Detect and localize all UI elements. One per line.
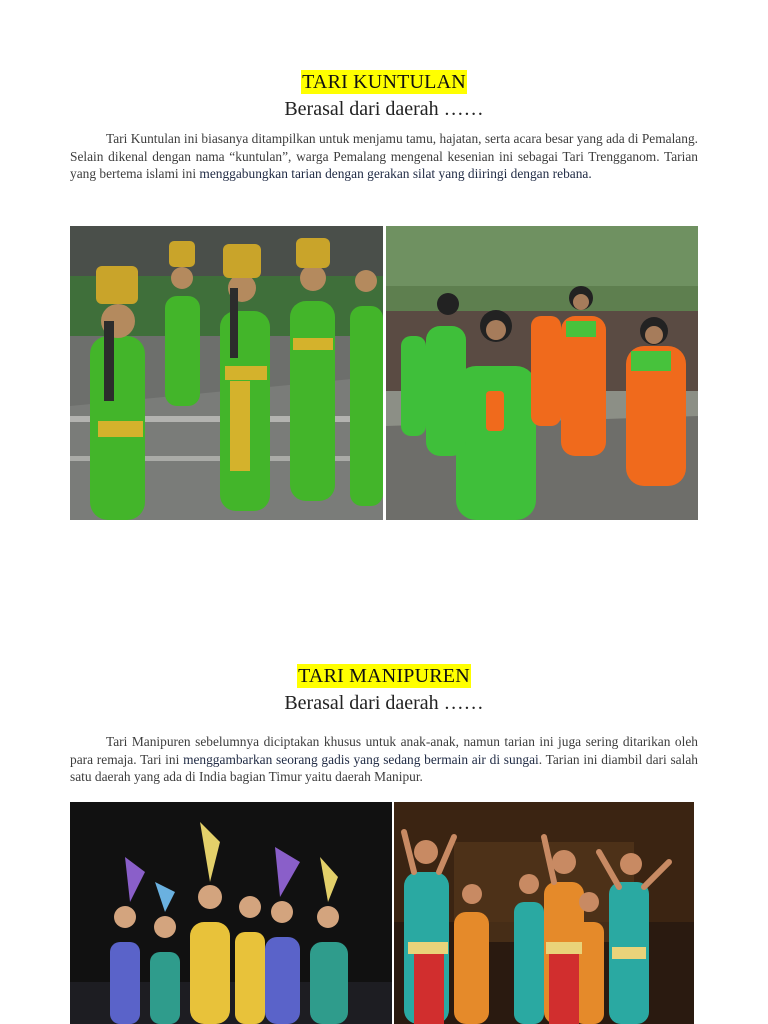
section-paragraph [70,733,698,786]
section-title: TARI MANIPUREN [298,665,470,687]
paragraph-text: Tari Kuntulan ini biasanya ditampilkan untuk menjamu tamu, hajatan, serta acara besar yang ada di Pemalang. Selain dikenal dengan nama “kuntulan”, warga Pemalang mengenal kesenian ini sebagai Tari Trengganom. Tarian yang bertema islami ini [70,131,698,181]
photo-kuntulan-women [386,226,698,520]
paragraph-text-emphasis: menggambarkan seorang gadis yang sedang bermain air di sungai [183,751,539,767]
section-kuntulan [0,70,768,122]
section-title: TARI KUNTULAN [302,71,466,93]
paragraph-text-tail: . Tarian ini diambil dari salah satu daerah yang ada di India bagian Timur yaitu daerah Manipur. [70,751,698,784]
section-manipuren [0,664,768,716]
paragraph-text: Tari Manipuren sebelumnya diciptakan khusus untuk anak-anak, namun tarian ini juga sering ditarikan oleh para remaja. Tari ini [70,734,698,767]
section-paragraph [70,130,698,183]
photo-manipuren-dancers [394,802,694,1024]
photo-manipuren-children [70,802,392,1024]
section-subtitle: Berasal dari daerah …… [284,98,484,120]
section-subtitle: Berasal dari daerah …… [284,692,484,714]
paragraph-text-emphasis: menggabungkan tarian dengan gerakan silat yang diiringi dengan rebana. [199,166,592,181]
photo-kuntulan-girls [70,226,383,520]
